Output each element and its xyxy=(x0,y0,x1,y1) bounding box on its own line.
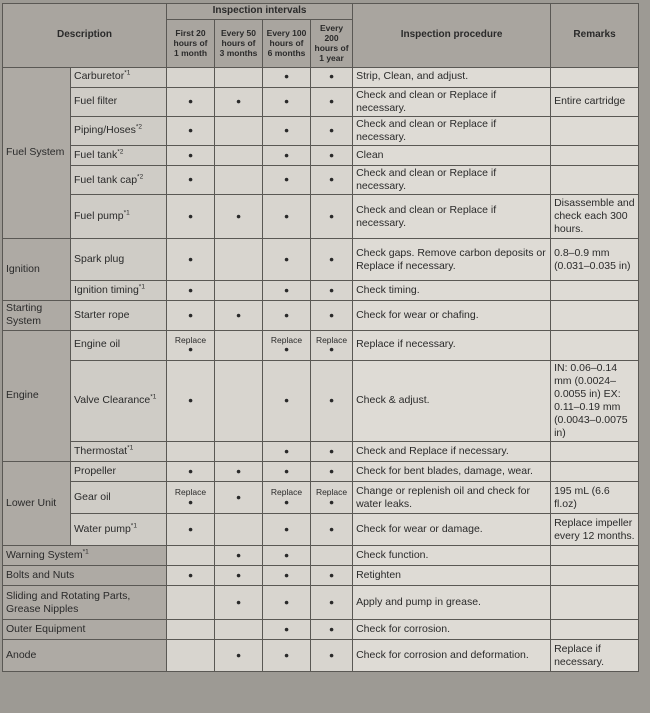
item-label: Ignition timing$^{*1}$ xyxy=(71,281,167,301)
remarks-text: Entire cartridge xyxy=(551,87,639,116)
item-label: Bolts and Nuts xyxy=(3,566,167,586)
procedure-text: Check function. xyxy=(353,546,551,566)
interval-mark: ● xyxy=(311,146,353,166)
interval-header: Every 200 hours of 1 year xyxy=(311,19,353,67)
procedure-text: Check timing. xyxy=(353,281,551,301)
table-row xyxy=(3,462,639,482)
procedure-text: Check and clean or Replace if necessary. xyxy=(353,195,551,239)
interval-mark: ● xyxy=(311,514,353,546)
interval-mark: ● xyxy=(167,462,215,482)
system-label: Fuel System xyxy=(3,67,71,239)
remarks-text: Disassemble and check each 300 hours. xyxy=(551,195,639,239)
table-row xyxy=(3,586,639,620)
procedure-text: Retighten xyxy=(353,566,551,586)
table-row xyxy=(3,442,639,462)
interval-mark: ● xyxy=(311,116,353,145)
item-label: Fuel filter xyxy=(71,87,167,116)
interval-mark: ● xyxy=(263,166,311,195)
table-row xyxy=(3,620,639,640)
procedure-text: Apply and pump in grease. xyxy=(353,586,551,620)
table-row xyxy=(3,514,639,546)
item-label: Sliding and Rotating Parts, Grease Nipples xyxy=(3,586,167,620)
remarks-text xyxy=(551,166,639,195)
remarks-text xyxy=(551,620,639,640)
interval-mark: ● xyxy=(167,146,215,166)
item-label: Fuel tank cap$^{*2}$ xyxy=(71,166,167,195)
remarks-text xyxy=(551,67,639,87)
interval-mark: ● xyxy=(215,482,263,514)
interval-mark: Replace ● xyxy=(167,482,215,514)
item-label: Outer Equipment xyxy=(3,620,167,640)
table-row xyxy=(3,640,639,672)
interval-mark: ● xyxy=(263,514,311,546)
interval-mark: ● xyxy=(311,166,353,195)
interval-mark: ● xyxy=(263,462,311,482)
inspection-intervals-header: Inspection intervals xyxy=(167,4,353,20)
item-label: Engine oil xyxy=(71,330,167,360)
interval-mark: Replace ● xyxy=(311,482,353,514)
remarks-text xyxy=(551,566,639,586)
interval-mark: ● xyxy=(167,116,215,145)
procedure-text: Check and clean or Replace if necessary. xyxy=(353,116,551,145)
procedure-text: Check for corrosion and deformation. xyxy=(353,640,551,672)
interval-mark: ● xyxy=(167,195,215,239)
interval-mark: ● xyxy=(215,301,263,330)
system-label: Starting System xyxy=(3,301,71,330)
table-row xyxy=(3,195,639,239)
interval-header: First 20 hours of 1 month xyxy=(167,19,215,67)
interval-mark: ● xyxy=(215,566,263,586)
item-label: Gear oil xyxy=(71,482,167,514)
interval-mark: ● xyxy=(215,462,263,482)
item-label: Warning System$^{*1}$ xyxy=(3,546,167,566)
remarks-text xyxy=(551,281,639,301)
interval-mark: ● xyxy=(311,566,353,586)
interval-mark: ● xyxy=(311,281,353,301)
item-label: Thermostat$^{*1}$ xyxy=(71,442,167,462)
header-row xyxy=(3,4,639,20)
interval-mark: ● xyxy=(215,87,263,116)
interval-mark: ● xyxy=(167,566,215,586)
remarks-text xyxy=(551,462,639,482)
item-label: Spark plug xyxy=(71,239,167,281)
maintenance-schedule-table xyxy=(2,3,639,672)
interval-mark: Replace ● xyxy=(263,330,311,360)
interval-mark: ● xyxy=(263,239,311,281)
interval-mark: Replace ● xyxy=(263,482,311,514)
interval-mark: ● xyxy=(167,301,215,330)
remarks-text: IN: 0.06–0.14 mm (0.0024–0.0055 in) EX: 0.11–0.19 mm (0.0043–0.0075 in) xyxy=(551,360,639,442)
interval-mark: ● xyxy=(311,239,353,281)
table-row xyxy=(3,546,639,566)
interval-mark: ● xyxy=(311,620,353,640)
remarks-text: Replace if necessary. xyxy=(551,640,639,672)
item-label: Starter rope xyxy=(71,301,167,330)
remarks-text xyxy=(551,546,639,566)
interval-mark: ● xyxy=(167,281,215,301)
interval-mark: ● xyxy=(167,360,215,442)
interval-mark: ● xyxy=(263,146,311,166)
interval-mark: ● xyxy=(263,301,311,330)
remarks-text xyxy=(551,442,639,462)
remarks-text: Replace impeller every 12 months. xyxy=(551,514,639,546)
interval-mark: ● xyxy=(311,360,353,442)
system-label: Lower Unit xyxy=(3,462,71,546)
remarks-text xyxy=(551,330,639,360)
procedure-header: Inspection procedure xyxy=(353,4,551,68)
interval-mark: ● xyxy=(215,640,263,672)
procedure-text: Check for corrosion. xyxy=(353,620,551,640)
interval-mark: ● xyxy=(311,87,353,116)
item-label: Carburetor$^{*1}$ xyxy=(71,67,167,87)
procedure-text: Check and clean or Replace if necessary. xyxy=(353,87,551,116)
table-row xyxy=(3,67,639,87)
interval-mark: ● xyxy=(263,67,311,87)
interval-mark: ● xyxy=(311,586,353,620)
procedure-text: Check for wear or damage. xyxy=(353,514,551,546)
interval-mark: ● xyxy=(263,360,311,442)
interval-mark: ● xyxy=(215,586,263,620)
system-label: Ignition xyxy=(3,239,71,301)
procedure-text: Strip, Clean, and adjust. xyxy=(353,67,551,87)
table-row xyxy=(3,116,639,145)
interval-mark: ● xyxy=(263,195,311,239)
item-label: Anode xyxy=(3,640,167,672)
procedure-text: Check and clean or Replace if necessary. xyxy=(353,166,551,195)
interval-mark: ● xyxy=(167,166,215,195)
interval-mark: ● xyxy=(167,514,215,546)
remarks-header: Remarks xyxy=(551,4,639,68)
table-row xyxy=(3,166,639,195)
interval-mark: ● xyxy=(311,195,353,239)
table-row xyxy=(3,87,639,116)
item-label: Fuel tank$^{*2}$ xyxy=(71,146,167,166)
interval-mark: ● xyxy=(311,67,353,87)
interval-mark: ● xyxy=(167,239,215,281)
procedure-text: Check for wear or chafing. xyxy=(353,301,551,330)
remarks-text: 0.8–0.9 mm (0.031–0.035 in) xyxy=(551,239,639,281)
table-row xyxy=(3,482,639,514)
remarks-text xyxy=(551,146,639,166)
item-label: Piping/Hoses$^{*2}$ xyxy=(71,116,167,145)
description-header: Description xyxy=(3,4,167,68)
interval-mark: ● xyxy=(263,586,311,620)
table-row xyxy=(3,301,639,330)
table-row xyxy=(3,146,639,166)
procedure-text: Check and Replace if necessary. xyxy=(353,442,551,462)
procedure-text: Replace if necessary. xyxy=(353,330,551,360)
table-row xyxy=(3,330,639,360)
item-label: Valve Clearance$^{*1}$ xyxy=(71,360,167,442)
item-label: Water pump$^{*1}$ xyxy=(71,514,167,546)
interval-mark: Replace ● xyxy=(311,330,353,360)
item-label: Fuel pump$^{*1}$ xyxy=(71,195,167,239)
interval-mark: ● xyxy=(263,620,311,640)
remarks-text xyxy=(551,301,639,330)
interval-mark: ● xyxy=(311,462,353,482)
procedure-text: Check gaps. Remove carbon deposits or Replace if necessary. xyxy=(353,239,551,281)
interval-mark: ● xyxy=(215,195,263,239)
interval-mark: ● xyxy=(263,546,311,566)
remarks-text xyxy=(551,116,639,145)
interval-mark: ● xyxy=(311,301,353,330)
interval-mark: ● xyxy=(263,442,311,462)
interval-mark: ● xyxy=(263,116,311,145)
interval-mark: ● xyxy=(215,546,263,566)
procedure-text: Check for bent blades, damage, wear. xyxy=(353,462,551,482)
procedure-text: Clean xyxy=(353,146,551,166)
table-row xyxy=(3,281,639,301)
interval-mark: ● xyxy=(167,87,215,116)
interval-mark: Replace ● xyxy=(167,330,215,360)
interval-mark: ● xyxy=(263,640,311,672)
procedure-text: Change or replenish oil and check for water leaks. xyxy=(353,482,551,514)
interval-mark: ● xyxy=(311,640,353,672)
interval-mark: ● xyxy=(263,281,311,301)
interval-mark: ● xyxy=(263,566,311,586)
table-row xyxy=(3,239,639,281)
table-row xyxy=(3,360,639,442)
system-label: Engine xyxy=(3,330,71,462)
item-label: Propeller xyxy=(71,462,167,482)
interval-mark: ● xyxy=(311,442,353,462)
interval-header: Every 50 hours of 3 months xyxy=(215,19,263,67)
remarks-text xyxy=(551,586,639,620)
interval-mark: ● xyxy=(263,87,311,116)
table-row xyxy=(3,566,639,586)
interval-header: Every 100 hours of 6 months xyxy=(263,19,311,67)
procedure-text: Check & adjust. xyxy=(353,360,551,442)
remarks-text: 195 mL (6.6 fl.oz) xyxy=(551,482,639,514)
